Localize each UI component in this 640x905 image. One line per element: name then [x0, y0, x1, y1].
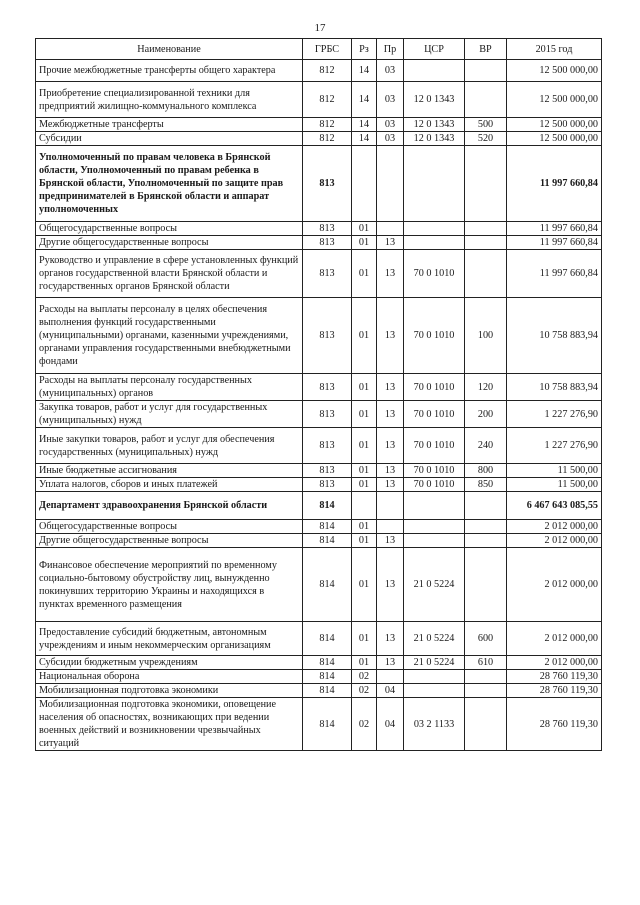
cell-amount: 2 012 000,00: [507, 534, 602, 548]
cell-amount: 11 997 660,84: [507, 236, 602, 250]
cell-rz: 01: [352, 374, 377, 401]
table-row: [36, 464, 602, 478]
cell-amount: 1 227 276,90: [507, 428, 602, 464]
cell-name: Руководство и управление в сфере установленных функций органов государственной власти Брянской области и государственных органов Брянской области: [36, 250, 303, 298]
cell-rz: 01: [352, 656, 377, 670]
cell-csr: [404, 670, 465, 684]
cell-grbs: 814: [303, 684, 352, 698]
cell-vr: [465, 60, 507, 82]
table-row: [36, 698, 602, 751]
cell-csr: [404, 60, 465, 82]
table-row: [36, 132, 602, 146]
cell-name: Уполномоченный по правам человека в Брянской области, Уполномоченный по правам ребенка в Брянской области, Уполномоченный по защите прав предпринимателей в Брянской области и аппарат уполномоченных: [36, 146, 303, 222]
header-name: Наименование: [36, 39, 303, 60]
cell-csr: 21 0 5224: [404, 656, 465, 670]
cell-pr: 03: [377, 60, 404, 82]
cell-csr: 21 0 5224: [404, 622, 465, 656]
cell-csr: 70 0 1010: [404, 428, 465, 464]
cell-pr: 13: [377, 548, 404, 622]
cell-vr: 240: [465, 428, 507, 464]
cell-amount: 28 760 119,30: [507, 698, 602, 751]
cell-amount: 11 997 660,84: [507, 146, 602, 222]
cell-grbs: 814: [303, 656, 352, 670]
cell-pr: 13: [377, 401, 404, 428]
table-row: [36, 548, 602, 622]
cell-vr: [465, 82, 507, 118]
cell-grbs: 812: [303, 118, 352, 132]
cell-rz: 02: [352, 698, 377, 751]
cell-vr: [465, 146, 507, 222]
cell-grbs: 814: [303, 520, 352, 534]
cell-amount: 6 467 643 085,55: [507, 492, 602, 520]
cell-amount: 11 997 660,84: [507, 250, 602, 298]
cell-rz: 14: [352, 118, 377, 132]
cell-vr: [465, 684, 507, 698]
table-header-row: [36, 39, 602, 60]
cell-rz: 01: [352, 222, 377, 236]
cell-pr: [377, 222, 404, 236]
cell-amount: 28 760 119,30: [507, 670, 602, 684]
table-row: [36, 118, 602, 132]
cell-rz: 01: [352, 478, 377, 492]
table-row: [36, 670, 602, 684]
table-row: [36, 250, 602, 298]
cell-pr: 13: [377, 236, 404, 250]
page-number: 17: [314, 22, 326, 34]
cell-amount: 12 500 000,00: [507, 60, 602, 82]
cell-name: Прочие межбюджетные трансферты общего характера: [36, 60, 303, 82]
cell-vr: [465, 222, 507, 236]
cell-rz: 01: [352, 548, 377, 622]
cell-vr: [465, 670, 507, 684]
cell-vr: 520: [465, 132, 507, 146]
cell-name: Межбюджетные трансферты: [36, 118, 303, 132]
cell-pr: 03: [377, 132, 404, 146]
cell-grbs: 814: [303, 548, 352, 622]
cell-pr: 13: [377, 428, 404, 464]
cell-csr: 21 0 5224: [404, 548, 465, 622]
cell-name: Мобилизационная подготовка экономики, оповещение населения об опасностях, возникающих при ведении военных действий и возникновении чрезвычайных ситуаций: [36, 698, 303, 751]
cell-vr: 500: [465, 118, 507, 132]
cell-name: Расходы на выплаты персоналу в целях обеспечения выполнения функций государственными (муниципальными) органами, казенными учреждениями, органами управления государственными внебюджетными фондами: [36, 298, 303, 374]
cell-vr: 800: [465, 464, 507, 478]
cell-csr: 70 0 1010: [404, 478, 465, 492]
table-row: [36, 428, 602, 464]
cell-pr: 04: [377, 684, 404, 698]
cell-pr: [377, 492, 404, 520]
header-pr: Пр: [377, 39, 404, 60]
cell-vr: [465, 520, 507, 534]
cell-vr: [465, 534, 507, 548]
cell-amount: 1 227 276,90: [507, 401, 602, 428]
cell-rz: 02: [352, 670, 377, 684]
cell-amount: 2 012 000,00: [507, 520, 602, 534]
cell-name: Закупка товаров, работ и услуг для государственных (муниципальных) нужд: [36, 401, 303, 428]
cell-name: Приобретение специализированной техники для предприятий жилищно-коммунального комплекса: [36, 82, 303, 118]
cell-name: Иные бюджетные ассигнования: [36, 464, 303, 478]
table-row: [36, 534, 602, 548]
table-row: [36, 298, 602, 374]
cell-vr: [465, 250, 507, 298]
cell-name: Уплата налогов, сборов и иных платежей: [36, 478, 303, 492]
cell-vr: [465, 548, 507, 622]
cell-pr: 03: [377, 118, 404, 132]
cell-name: Субсидии: [36, 132, 303, 146]
cell-rz: 14: [352, 132, 377, 146]
cell-rz: 02: [352, 684, 377, 698]
table-row: [36, 82, 602, 118]
table-row: [36, 236, 602, 250]
table-row: [36, 684, 602, 698]
cell-rz: 01: [352, 298, 377, 374]
table-row: [36, 374, 602, 401]
cell-amount: 2 012 000,00: [507, 622, 602, 656]
cell-grbs: 812: [303, 132, 352, 146]
cell-grbs: 813: [303, 464, 352, 478]
table-row: [36, 622, 602, 656]
cell-csr: 12 0 1343: [404, 118, 465, 132]
cell-csr: 12 0 1343: [404, 132, 465, 146]
cell-pr: 13: [377, 534, 404, 548]
cell-rz: 01: [352, 401, 377, 428]
cell-amount: 11 500,00: [507, 478, 602, 492]
cell-pr: 13: [377, 478, 404, 492]
cell-pr: 13: [377, 250, 404, 298]
cell-name: Национальная оборона: [36, 670, 303, 684]
cell-vr: [465, 698, 507, 751]
cell-csr: 70 0 1010: [404, 401, 465, 428]
budget-table: [35, 38, 602, 751]
cell-rz: 01: [352, 236, 377, 250]
cell-rz: 14: [352, 60, 377, 82]
cell-grbs: 813: [303, 428, 352, 464]
cell-name: Расходы на выплаты персоналу государственных (муниципальных) органов: [36, 374, 303, 401]
cell-vr: [465, 492, 507, 520]
cell-csr: [404, 236, 465, 250]
cell-pr: [377, 146, 404, 222]
cell-amount: 10 758 883,94: [507, 298, 602, 374]
cell-pr: 13: [377, 622, 404, 656]
cell-amount: 28 760 119,30: [507, 684, 602, 698]
cell-grbs: 813: [303, 401, 352, 428]
cell-rz: 01: [352, 534, 377, 548]
cell-pr: [377, 520, 404, 534]
cell-grbs: 814: [303, 534, 352, 548]
cell-grbs: 814: [303, 492, 352, 520]
cell-amount: 12 500 000,00: [507, 132, 602, 146]
cell-pr: 13: [377, 656, 404, 670]
cell-csr: [404, 222, 465, 236]
cell-csr: 03 2 1133: [404, 698, 465, 751]
cell-csr: [404, 534, 465, 548]
cell-rz: 01: [352, 464, 377, 478]
cell-csr: 70 0 1010: [404, 298, 465, 374]
table-row: [36, 478, 602, 492]
cell-amount: 11 500,00: [507, 464, 602, 478]
table-row: [36, 60, 602, 82]
cell-grbs: 814: [303, 698, 352, 751]
cell-name: Общегосударственные вопросы: [36, 520, 303, 534]
header-grbs: ГРБС: [303, 39, 352, 60]
cell-grbs: 814: [303, 622, 352, 656]
cell-amount: 11 997 660,84: [507, 222, 602, 236]
cell-csr: [404, 684, 465, 698]
cell-grbs: 813: [303, 478, 352, 492]
header-year: 2015 год: [507, 39, 602, 60]
cell-amount: 2 012 000,00: [507, 548, 602, 622]
cell-grbs: 813: [303, 236, 352, 250]
cell-name: Другие общегосударственные вопросы: [36, 236, 303, 250]
cell-amount: 12 500 000,00: [507, 118, 602, 132]
cell-rz: 01: [352, 250, 377, 298]
cell-csr: 12 0 1343: [404, 82, 465, 118]
cell-rz: 14: [352, 82, 377, 118]
cell-amount: 12 500 000,00: [507, 82, 602, 118]
header-vr: ВР: [465, 39, 507, 60]
cell-csr: 70 0 1010: [404, 464, 465, 478]
cell-grbs: 813: [303, 222, 352, 236]
cell-csr: 70 0 1010: [404, 250, 465, 298]
cell-rz: [352, 146, 377, 222]
cell-csr: [404, 492, 465, 520]
cell-grbs: 813: [303, 250, 352, 298]
cell-pr: 04: [377, 698, 404, 751]
header-csr: ЦСР: [404, 39, 465, 60]
table-row: [36, 520, 602, 534]
cell-pr: 13: [377, 464, 404, 478]
cell-name: Общегосударственные вопросы: [36, 222, 303, 236]
cell-grbs: 812: [303, 60, 352, 82]
cell-vr: 610: [465, 656, 507, 670]
cell-name: Департамент здравоохранения Брянской области: [36, 492, 303, 520]
cell-amount: 2 012 000,00: [507, 656, 602, 670]
cell-rz: [352, 492, 377, 520]
cell-vr: 120: [465, 374, 507, 401]
cell-grbs: 813: [303, 374, 352, 401]
table-row: [36, 222, 602, 236]
table-row: [36, 492, 602, 520]
cell-vr: 100: [465, 298, 507, 374]
cell-name: Другие общегосударственные вопросы: [36, 534, 303, 548]
table-row: [36, 656, 602, 670]
cell-pr: 03: [377, 82, 404, 118]
cell-amount: 10 758 883,94: [507, 374, 602, 401]
cell-name: Иные закупки товаров, работ и услуг для обеспечения государственных (муниципальных) нужд: [36, 428, 303, 464]
cell-csr: [404, 146, 465, 222]
cell-grbs: 812: [303, 82, 352, 118]
cell-name: Предоставление субсидий бюджетным, автономным учреждениям и иным некоммерческим организациям: [36, 622, 303, 656]
cell-vr: 600: [465, 622, 507, 656]
cell-rz: 01: [352, 622, 377, 656]
cell-name: Финансовое обеспечение мероприятий по временному социально-бытовому обустройству лиц, вынужденно покинувших территорию Украины и находящихся в пунктах временного размещения: [36, 548, 303, 622]
cell-vr: 200: [465, 401, 507, 428]
table-row: [36, 146, 602, 222]
cell-vr: [465, 236, 507, 250]
cell-pr: 13: [377, 374, 404, 401]
cell-rz: 01: [352, 428, 377, 464]
cell-csr: 70 0 1010: [404, 374, 465, 401]
cell-rz: 01: [352, 520, 377, 534]
cell-csr: [404, 520, 465, 534]
cell-name: Мобилизационная подготовка экономики: [36, 684, 303, 698]
cell-grbs: 813: [303, 146, 352, 222]
cell-name: Субсидии бюджетным учреждениям: [36, 656, 303, 670]
cell-grbs: 814: [303, 670, 352, 684]
cell-vr: 850: [465, 478, 507, 492]
header-rz: Рз: [352, 39, 377, 60]
table-row: [36, 401, 602, 428]
cell-pr: 13: [377, 298, 404, 374]
cell-grbs: 813: [303, 298, 352, 374]
cell-pr: [377, 670, 404, 684]
